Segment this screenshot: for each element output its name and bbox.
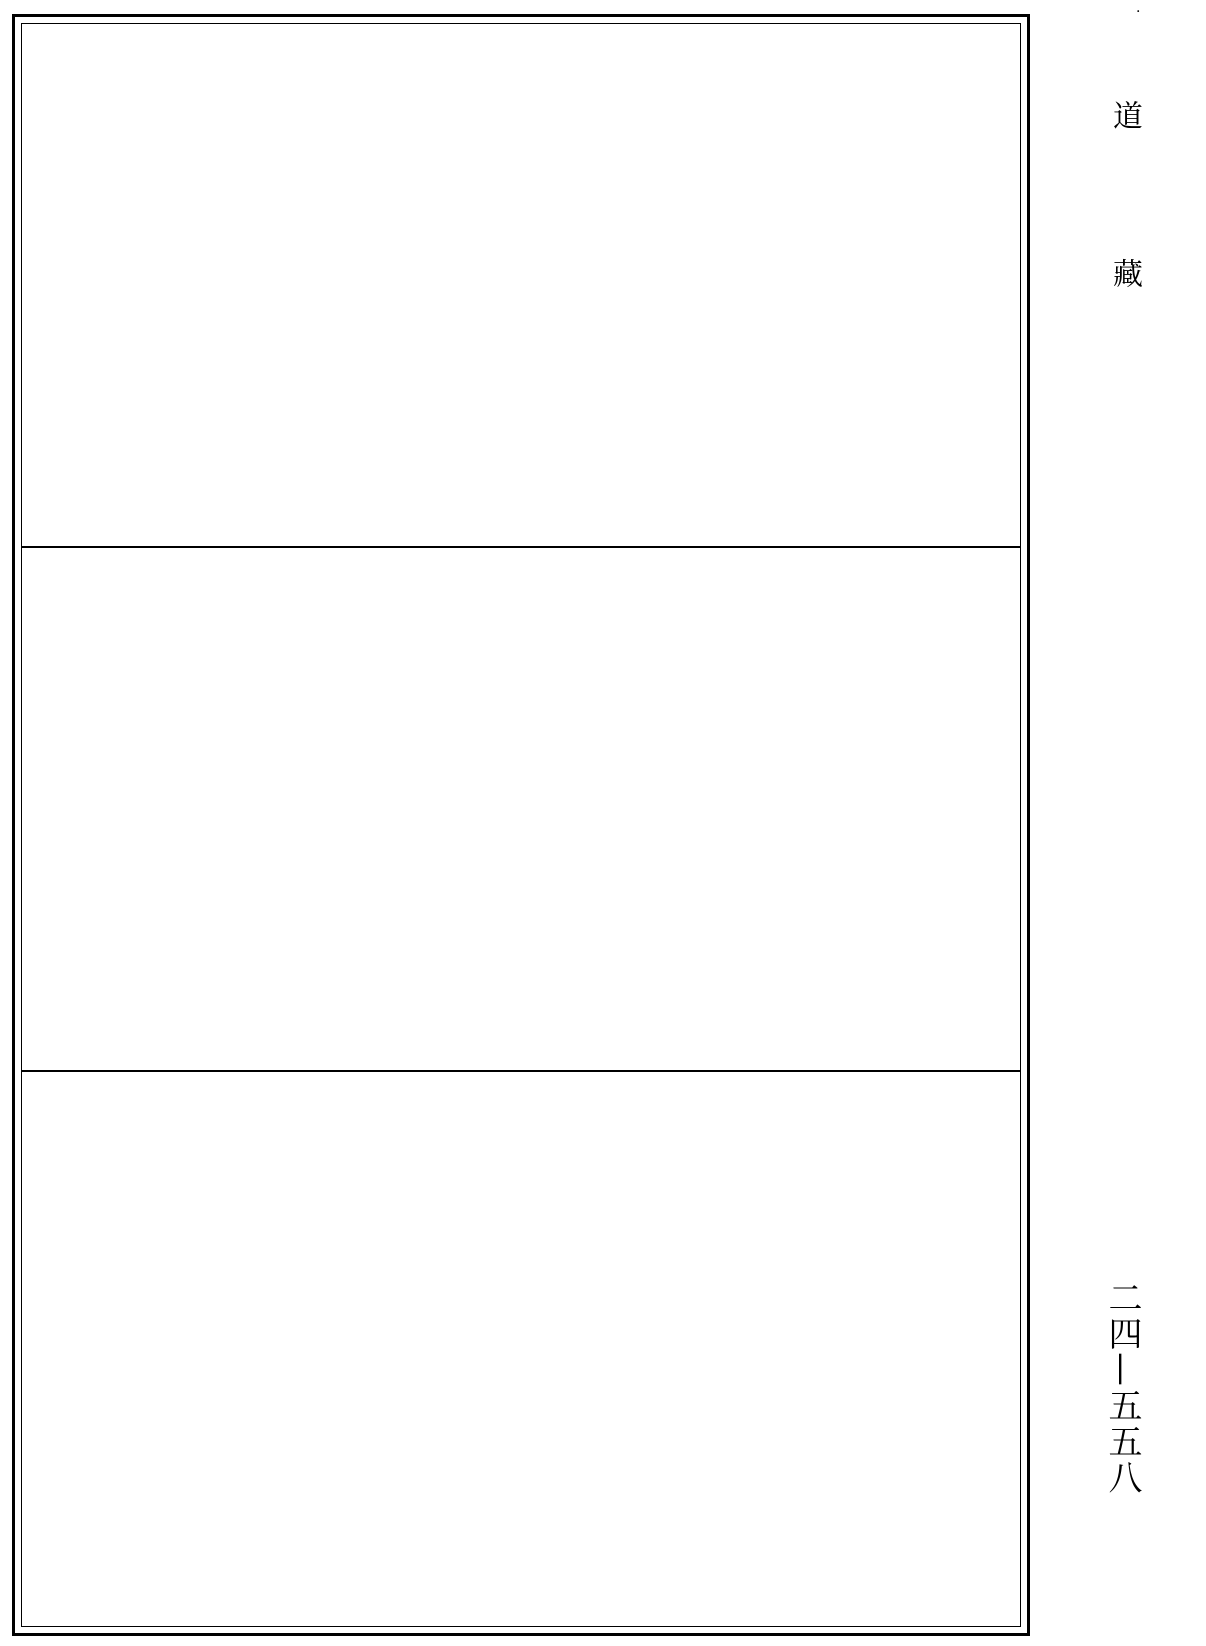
corner-mark: · — [1136, 4, 1141, 20]
text-column — [521, 30, 570, 540]
text-column — [79, 30, 128, 540]
text-column — [816, 30, 865, 540]
text-column — [288, 554, 340, 1064]
text-column — [805, 554, 857, 1064]
text-column — [177, 1078, 226, 1620]
text-column — [374, 1078, 423, 1620]
text-panel-middle — [22, 548, 1020, 1072]
text-column — [599, 554, 651, 1064]
section-note — [133, 554, 185, 1064]
collection-title-char-1: 道 — [1107, 100, 1142, 130]
text-column — [717, 30, 766, 540]
text-column — [717, 1078, 766, 1620]
text-column — [374, 30, 423, 540]
text-column — [227, 30, 276, 540]
text-column — [325, 30, 374, 540]
text-column — [865, 30, 914, 540]
text-column — [128, 30, 177, 540]
text-column — [237, 554, 289, 1064]
text-column — [702, 554, 754, 1064]
column-group-bottom — [30, 1078, 1012, 1620]
text-column — [177, 30, 226, 540]
collection-title-char-2: 藏 — [1107, 258, 1142, 288]
text-column — [767, 1078, 816, 1620]
chapter-title — [963, 1078, 1012, 1620]
text-column — [521, 1078, 570, 1620]
text-column — [276, 1078, 325, 1620]
spacer-column — [82, 554, 134, 1064]
text-column — [619, 30, 668, 540]
text-column — [443, 554, 495, 1064]
text-panel-bottom — [22, 1072, 1020, 1626]
section-title — [914, 1078, 963, 1620]
text-column — [547, 554, 599, 1064]
page-number: 二四—五五八 — [1102, 1280, 1142, 1496]
text-column — [79, 1078, 128, 1620]
text-column — [472, 1078, 521, 1620]
chapter-end-title — [30, 554, 82, 1064]
text-column — [185, 554, 237, 1064]
text-column — [914, 30, 963, 540]
text-column — [570, 1078, 619, 1620]
text-column — [650, 554, 702, 1064]
text-column — [495, 554, 547, 1064]
text-column — [619, 1078, 668, 1620]
column-group-top — [30, 30, 1012, 540]
text-column — [392, 554, 444, 1064]
column-group-middle — [30, 554, 1012, 1064]
page-frame — [12, 14, 1030, 1636]
text-column — [276, 30, 325, 540]
text-column — [767, 30, 816, 540]
text-column — [754, 554, 806, 1064]
text-column — [963, 30, 1012, 540]
text-column — [472, 30, 521, 540]
text-column — [668, 1078, 717, 1620]
text-column — [865, 1078, 914, 1620]
text-column — [960, 554, 1012, 1064]
text-column — [30, 30, 79, 540]
text-column — [423, 30, 472, 540]
text-column — [128, 1078, 177, 1620]
text-column — [423, 1078, 472, 1620]
text-panel-top — [22, 24, 1020, 548]
text-column — [857, 554, 909, 1064]
text-column — [570, 30, 619, 540]
text-column — [30, 1078, 79, 1620]
page-frame-inner — [21, 23, 1021, 1627]
text-column — [325, 1078, 374, 1620]
text-column — [909, 554, 961, 1064]
text-column — [227, 1078, 276, 1620]
text-column — [668, 30, 717, 540]
text-column — [816, 1078, 865, 1620]
text-column — [340, 554, 392, 1064]
right-margin — [1080, 0, 1160, 1646]
